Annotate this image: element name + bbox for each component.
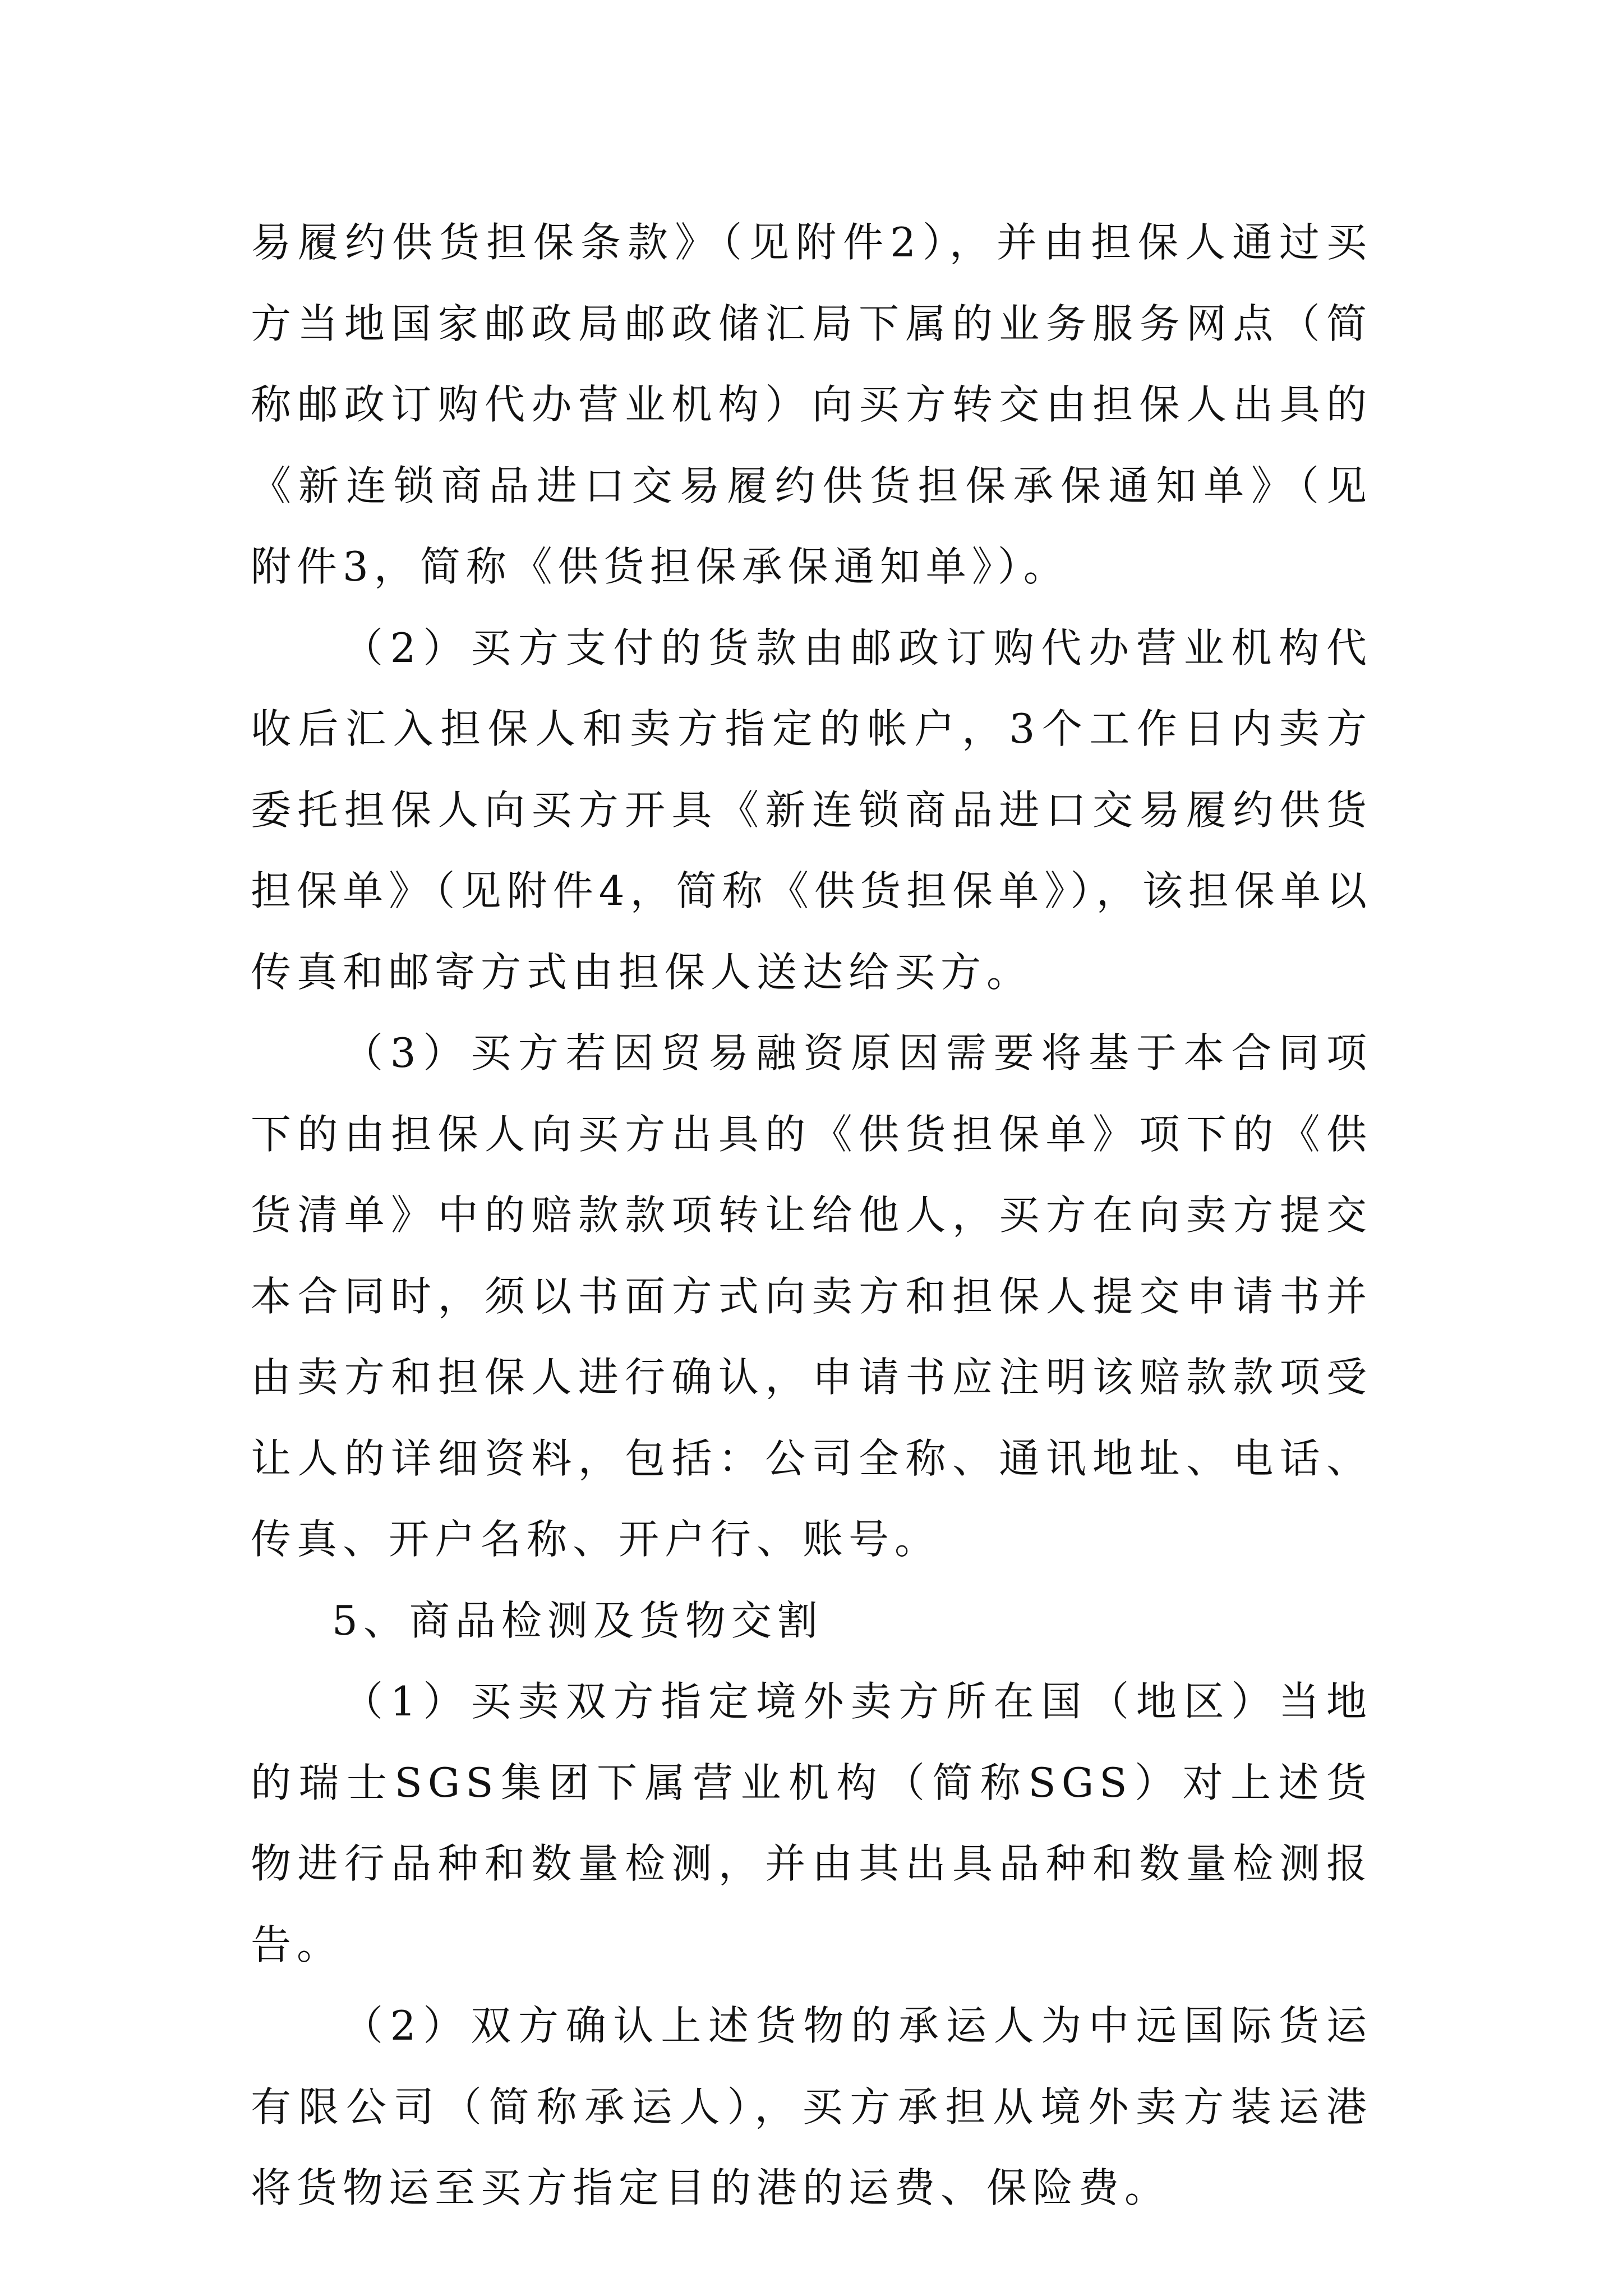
paragraph-continuation: 易履约供货担保条款》（见附件2），并由担保人通过买方当地国家邮政局邮政储汇局下属的业务服务网点（简称邮政订购代办营业机构）向买方转交由担保人出具的《新连锁商品进口交易履约供货担保承保通知单》（见附件3，简称《供货担保承保通知单》）。: [251, 219, 1372, 590]
paragraph-5-item-2: （2）双方确认上述货物的承运人为中远国际货运有限公司（简称承运人），买方承担从境外卖方装运港将货物运至买方指定目的港的运费、保险费。: [251, 2002, 1372, 2211]
paragraph-5-item-1: （1）买卖双方指定境外卖方所在国（地区）当地的瑞士SGS集团下属营业机构（简称SGS）对上述货物进行品种和数量检测，并由其出具品种和数量检测报告。: [251, 1678, 1372, 1968]
paragraph-item-3: （3）买方若因贸易融资原因需要将基于本合同项下的由担保人向买方出具的《供货担保单》项下的《供货清单》中的赔款款项转让给他人，买方在向卖方提交本合同时，须以书面方式向卖方和担保人提交申请书并由卖方和担保人进行确认，申请书应注明该赔款款项受让人的详细资料，包括：公司全称、通讯地址、电话、传真、开户名称、开户行、账号。: [251, 1029, 1372, 1563]
paragraph-item-2: （2）买方支付的货款由邮政订购代办营业机构代收后汇入担保人和卖方指定的帐户，3个工作日内卖方委托担保人向买方开具《新连锁商品进口交易履约供货担保单》（见附件4，简称《供货担保单》），该担保单以传真和邮寄方式由担保人送达给买方。: [251, 624, 1372, 996]
section-heading-5: 5、商品检测及货物交割: [332, 1596, 823, 1644]
document-body: [251, 202, 1372, 2229]
